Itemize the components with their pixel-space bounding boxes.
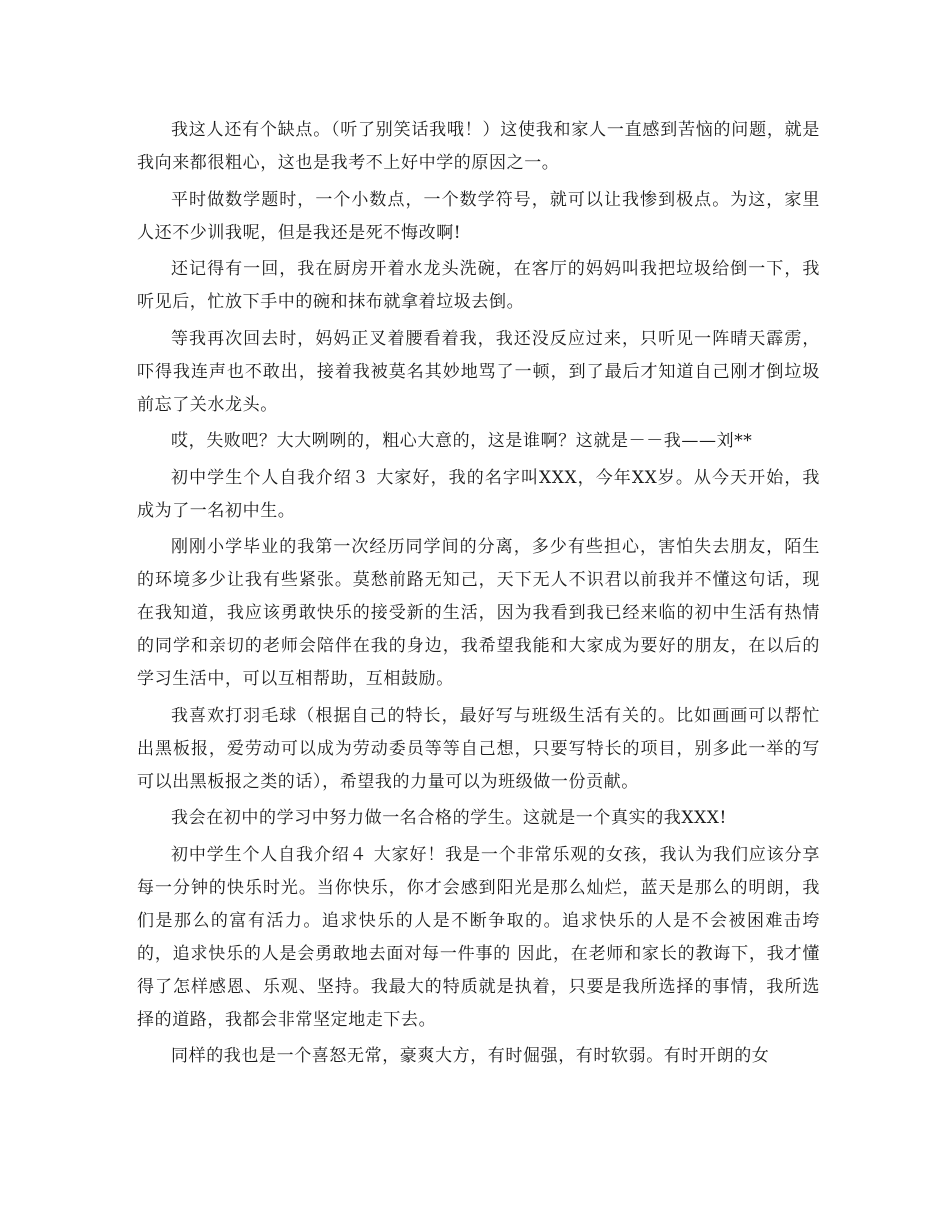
paragraph: 还记得有一回，我在厨房开着水龙头洗碗，在客厅的妈妈叫我把垃圾给倒一下，我听见后，忙放下手中的碗和抹布就拿着垃圾去倒。	[137, 259, 820, 312]
paragraph: 我会在初中的学习中努力做一名合格的学生。这就是一个真实的我XXX!	[171, 808, 727, 828]
paragraph: 平时做数学题时，一个小数点，一个数学符号，就可以让我惨到极点。为这，家里人还不少训我呢，但是我还是死不悔改啊!	[137, 189, 820, 243]
paragraph: 刚刚小学毕业的我第一次经历同学间的分离，多少有些担心，害怕失去朋友，陌生的环境多少让我有些紧张。莫愁前路无知己，天下无人不识君以前我并不懂这句话，现在我知道，我应该勇敢快乐的接受新的生活，因为我看到我已经来临的初中生活有热情的同学和亲切的老师会陪伴在我的身边，我希望我能和大家成为要好的朋友，在以后的学习生活中，可以互相帮助，互相鼓励。	[137, 537, 820, 689]
paragraph: 初中学生个人自我介绍３ 大家好，我的名字叫XXX，今年XX岁。从今天开始，我成为了一名初中生。	[137, 467, 820, 521]
paragraph: 等我再次回去时，妈妈正叉着腰看着我，我还没反应过来，只听见一阵晴天霹雳，吓得我连声也不敢出，接着我被莫名其妙地骂了一顿，到了最后才知道自己刚才倒垃圾前忘了关水龙头。	[137, 328, 820, 415]
paragraph: 同样的我也是一个喜怒无常，豪爽大方，有时倔强，有时软弱。有时开朗的女	[171, 1046, 770, 1066]
paragraph: 哎，失败吧？大大咧咧的，粗心大意的，这是谁啊？这就是－－我——刘**	[171, 431, 753, 451]
paragraph: 我喜欢打羽毛球（根据自己的特长，最好写与班级生活有关的。比如画画可以帮忙出黑板报，爱劳动可以成为劳动委员等等自己想，只要写特长的项目，别多此一举的写可以出黑板报之类的话），希望我的力量可以为班级做一份贡献。	[137, 705, 820, 792]
paragraph: 我这人还有个缺点。（听了别笑话我哦！）这使我和家人一直感到苦恼的问题，就是我向来都很粗心，这也是我考不上好中学的原因之一。	[137, 120, 820, 173]
document-body	[137, 114, 820, 1077]
paragraph: 初中学生个人自我介绍４ 大家好！我是一个非常乐观的女孩，我认为我们应该分享每一分钟的快乐时光。当你快乐，你才会感到阳光是那么灿烂，蓝天是那么的明朗，我们是那么的富有活力。追求快乐的人是不断争取的。追求快乐的人是不会被困难击垮的，追求快乐的人是会勇敢地去面对每一件事的 因此，在老师和家长的教诲下，我才懂得了怎样感恩、乐观、坚持。我最大的特质就是执着，只要是我所选择的事情，我所选择的道路，我都会非常坚定地走下去。	[137, 844, 820, 1030]
